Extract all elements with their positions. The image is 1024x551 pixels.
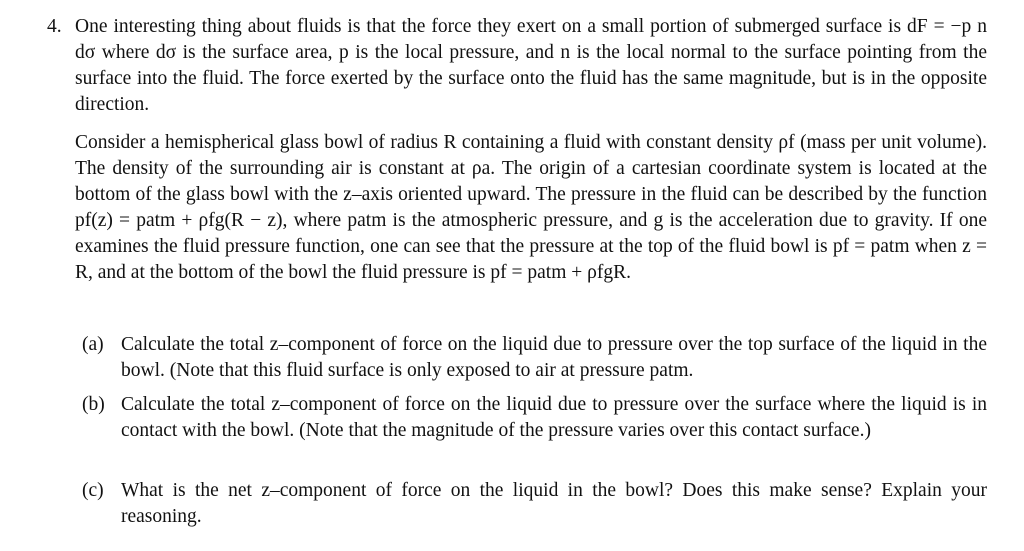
part-c-text: What is the net z–component of force on the liquid in the bowl? Does this make sense? Explain your reasoning. <box>121 480 987 527</box>
problem-setup-paragraph: Consider a hemispherical glass bowl of radius R containing a fluid with constant density ρf (mass per unit volume). The density of the surrounding air is constant at ρa. The origin of a cartesian coordinate system is located at the bottom of the glass bowl with the z–axis oriented upward. The pressure in the fluid can be described by the function pf(z) = patm + ρfg(R − z), where patm is the atmospheric pressure, and g is the acceleration due to gravity. If one examines the fluid pressure function, one can see that the pressure at the top of the fluid bowl is pf = patm when z = R, and at the bottom of the bowl the fluid pressure is pf = patm + ρfgR. <box>75 132 987 283</box>
part-b-text: Calculate the total z–component of force on the liquid due to pressure over the surface where the liquid is in contact with the bowl. (Note that the magnitude of the pressure varies over this contact surface.) <box>121 394 987 441</box>
part-a-label: (a) <box>82 334 104 355</box>
part-c-label: (c) <box>82 480 104 501</box>
problem-number: 4. <box>47 16 62 37</box>
part-a <box>82 332 987 384</box>
part-c <box>82 478 987 530</box>
part-b-label: (b) <box>82 394 105 415</box>
problem-intro-paragraph: One interesting thing about fluids is that the force they exert on a small portion of submerged surface is dF = −p n dσ where dσ is the surface area, p is the local pressure, and n is the local normal to the surface pointing from the surface into the fluid. The force exerted by the surface onto the fluid has the same magnitude, but is in the opposite direction. <box>75 16 987 115</box>
part-b <box>82 392 987 444</box>
part-a-text: Calculate the total z–component of force on the liquid due to pressure over the top surface of the liquid in the bowl. (Note that this fluid surface is only exposed to air at pressure patm. <box>121 334 987 381</box>
